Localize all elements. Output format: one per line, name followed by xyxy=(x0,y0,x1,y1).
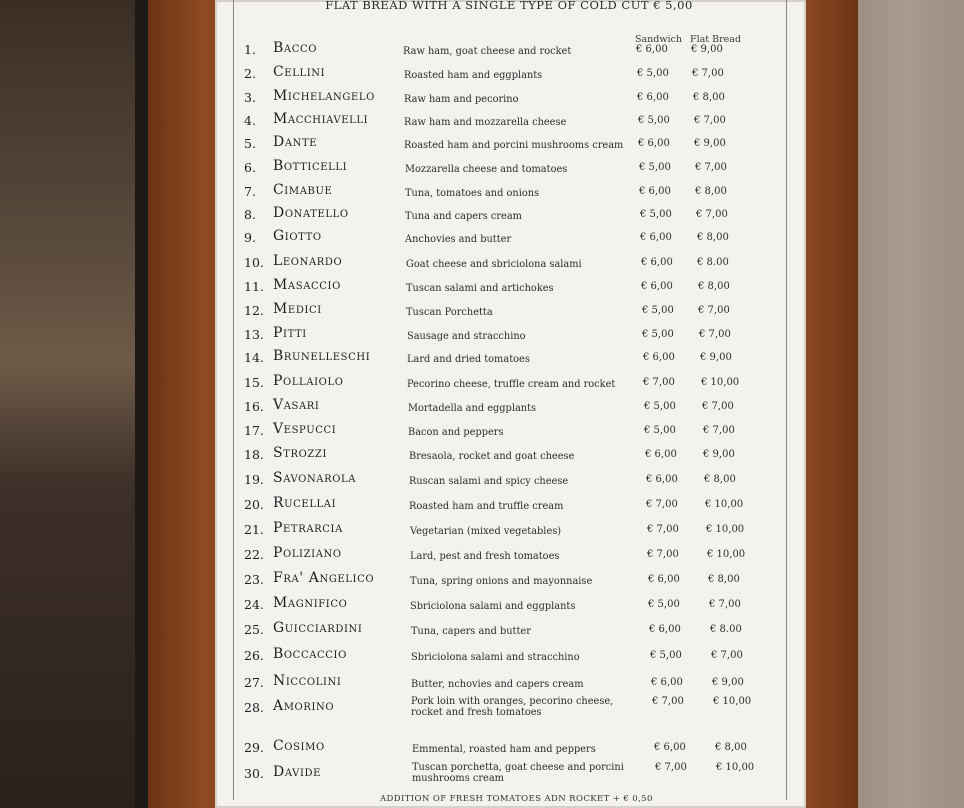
item-name: Strozzi xyxy=(273,445,328,461)
sandwich-price: € 5,00 xyxy=(639,162,671,173)
sandwich-price: € 6,00 xyxy=(641,281,673,292)
item-description: Tuscan porchetta, goat cheese and porcini mushrooms cream xyxy=(412,762,624,784)
column-header-sandwich: Sandwich xyxy=(635,34,682,45)
menu-row xyxy=(0,447,964,471)
item-name: Brunelleschi xyxy=(273,348,371,364)
sandwich-price: € 7,00 xyxy=(647,549,679,560)
item-description: Bresaola, rocket and goat cheese xyxy=(409,451,575,462)
item-name: Dante xyxy=(273,134,318,150)
item-name: Guicciardini xyxy=(273,620,363,636)
item-name: Rucellai xyxy=(273,495,337,511)
item-name: Vespucci xyxy=(273,421,337,437)
flat-bread-price: € 8,00 xyxy=(697,232,729,243)
sandwich-price: € 7,00 xyxy=(655,762,687,773)
flat-bread-price: € 7,00 xyxy=(703,425,735,436)
item-name: Cellini xyxy=(273,64,326,80)
item-name: Donatello xyxy=(273,205,349,221)
item-number: 2. xyxy=(244,66,256,81)
flat-bread-price: € 8.00 xyxy=(710,624,742,635)
sandwich-price: € 7,00 xyxy=(646,499,678,510)
item-name: Magnifico xyxy=(273,595,348,611)
item-name: Vasari xyxy=(273,397,320,413)
flat-bread-price: € 9,00 xyxy=(700,352,732,363)
flat-bread-price: € 9,00 xyxy=(703,449,735,460)
item-number: 7. xyxy=(244,184,256,199)
flat-bread-price: € 9,00 xyxy=(712,677,744,688)
item-number: 23. xyxy=(244,572,264,587)
menu-row xyxy=(0,423,964,447)
flat-bread-price: € 10,00 xyxy=(706,524,745,535)
sandwich-price: € 6,00 xyxy=(643,352,675,363)
sandwich-price: € 5,00 xyxy=(640,209,672,220)
item-name: Davide xyxy=(273,764,322,780)
item-number: 24. xyxy=(244,597,264,612)
item-number: 19. xyxy=(244,472,264,487)
menu-row xyxy=(0,279,964,303)
item-number: 25. xyxy=(244,622,264,637)
flat-bread-price: € 10,00 xyxy=(716,762,755,773)
sandwich-price: € 5,00 xyxy=(637,68,669,79)
flat-bread-price: € 8,00 xyxy=(698,281,730,292)
sandwich-price: € 5,00 xyxy=(650,650,682,661)
item-number: 9. xyxy=(244,230,256,245)
item-description: Roasted ham and porcini mushrooms cream xyxy=(404,140,624,151)
item-name: Medici xyxy=(273,301,322,317)
item-number: 5. xyxy=(244,136,256,151)
item-description: Tuna, tomatoes and onions xyxy=(405,188,540,199)
item-description: Sbriciolona salami and eggplants xyxy=(410,601,576,612)
item-name: Poliziano xyxy=(273,545,342,561)
menu-row xyxy=(0,497,964,521)
item-number: 22. xyxy=(244,547,264,562)
item-description: Raw ham, goat cheese and rocket xyxy=(403,46,572,57)
item-description: Tuna, capers and butter xyxy=(411,626,531,637)
item-number: 12. xyxy=(244,303,264,318)
menu-row xyxy=(0,42,964,66)
item-name: Boccaccio xyxy=(273,646,347,662)
item-number: 28. xyxy=(244,700,264,715)
menu-row xyxy=(0,547,964,571)
item-number: 17. xyxy=(244,423,264,438)
flat-bread-price: € 7,00 xyxy=(698,305,730,316)
menu-row xyxy=(0,113,964,137)
menu-row xyxy=(0,622,964,646)
sandwich-price: € 5,00 xyxy=(644,425,676,436)
menu-row xyxy=(0,90,964,114)
sandwich-price: € 6,00 xyxy=(639,186,671,197)
column-header-flat-bread: Flat Bread xyxy=(690,34,742,45)
item-name: Leonardo xyxy=(273,253,343,269)
item-description: Sausage and stracchino xyxy=(407,331,526,342)
item-number: 27. xyxy=(244,675,264,690)
item-description: Raw ham and pecorino xyxy=(404,94,519,105)
sandwich-price: € 6,00 xyxy=(649,624,681,635)
sandwich-price: € 5,00 xyxy=(638,115,670,126)
menu-row xyxy=(0,375,964,399)
sandwich-price: € 6,00 xyxy=(648,574,680,585)
item-number: 10. xyxy=(244,255,264,270)
sandwich-price: € 6,00 xyxy=(637,92,669,103)
flat-bread-price: € 7,00 xyxy=(695,162,727,173)
menu-row xyxy=(0,303,964,327)
menu-row xyxy=(0,696,964,724)
menu-footer-note: ADDITION OF FRESH TOMATOES ADN ROCKET + € 0,50 xyxy=(380,794,653,804)
item-number: 8. xyxy=(244,207,256,222)
menu-row xyxy=(0,184,964,208)
menu-row xyxy=(0,522,964,546)
sandwich-price: € 7,00 xyxy=(652,696,684,707)
item-name: Masaccio xyxy=(273,277,341,293)
sandwich-price: € 5,00 xyxy=(642,305,674,316)
item-description: Roasted ham and truffle cream xyxy=(409,501,564,512)
flat-bread-price: € 7,00 xyxy=(699,329,731,340)
flat-bread-price: € 7,00 xyxy=(696,209,728,220)
item-description: Bacon and peppers xyxy=(408,427,504,438)
item-name: Michelangelo xyxy=(273,88,375,104)
item-description: Lard, pest and fresh tomatoes xyxy=(410,551,560,562)
item-number: 14. xyxy=(244,350,264,365)
item-name: Amorino xyxy=(273,698,335,714)
item-number: 29. xyxy=(244,740,264,755)
flat-bread-price: € 7,00 xyxy=(692,68,724,79)
sandwich-price: € 6,00 xyxy=(651,677,683,688)
flat-bread-price: € 8,00 xyxy=(704,474,736,485)
sandwich-price: € 5,00 xyxy=(642,329,674,340)
item-description: Ruscan salami and spicy cheese xyxy=(409,476,569,487)
item-name: Macchiavelli xyxy=(273,111,369,127)
menu-subtitle: FLAT BREAD WITH A SINGLE TYPE OF COLD CUT € 5,00 xyxy=(325,0,693,12)
item-name: Cimabue xyxy=(273,182,333,198)
menu-row xyxy=(0,230,964,254)
item-number: 30. xyxy=(244,766,264,781)
item-number: 16. xyxy=(244,399,264,414)
item-description: Pecorino cheese, truffle cream and rocket xyxy=(407,379,616,390)
item-description: Emmental, roasted ham and peppers xyxy=(412,744,596,755)
flat-bread-price: € 7,00 xyxy=(702,401,734,412)
item-name: Pollaiolo xyxy=(273,373,344,389)
flat-bread-price: € 10,00 xyxy=(705,499,744,510)
flat-bread-price: € 10,00 xyxy=(713,696,752,707)
item-description: Tuscan Porchetta xyxy=(406,307,493,318)
flat-bread-price: € 10,00 xyxy=(701,377,740,388)
sandwich-price: € 6,00 xyxy=(636,44,668,55)
flat-bread-price: € 7,00 xyxy=(694,115,726,126)
menu-row xyxy=(0,762,964,790)
item-description: Vegetarian (mixed vegetables) xyxy=(410,526,562,537)
item-description: Anchovies and butter xyxy=(405,234,512,245)
item-description: Mozzarella cheese and tomatoes xyxy=(405,164,568,175)
item-description: Tuna, spring onions and mayonnaise xyxy=(410,576,593,587)
menu-row xyxy=(0,66,964,90)
item-number: 26. xyxy=(244,648,264,663)
item-name: Giotto xyxy=(273,228,322,244)
item-description: Lard and dried tomatoes xyxy=(407,354,530,365)
item-description: Sbriciolona salami and stracchino xyxy=(411,652,580,663)
item-description: Raw ham and mozzarella cheese xyxy=(404,117,567,128)
flat-bread-price: € 7,00 xyxy=(711,650,743,661)
item-name: Fra' Angelico xyxy=(273,570,375,586)
item-name: Niccolini xyxy=(273,673,342,689)
item-name: Cosimo xyxy=(273,738,325,754)
flat-bread-price: € 8,00 xyxy=(693,92,725,103)
sandwich-price: € 6,00 xyxy=(638,138,670,149)
item-number: 20. xyxy=(244,497,264,512)
menu-row xyxy=(0,350,964,374)
menu-row xyxy=(0,160,964,184)
sandwich-price: € 7,00 xyxy=(643,377,675,388)
flat-bread-price: € 8,00 xyxy=(708,574,740,585)
sandwich-price: € 7,00 xyxy=(647,524,679,535)
menu-row xyxy=(0,327,964,351)
menu-row xyxy=(0,399,964,423)
flat-bread-price: € 10,00 xyxy=(707,549,746,560)
sandwich-price: € 6,00 xyxy=(646,474,678,485)
item-description: Tuna and capers cream xyxy=(405,211,522,222)
item-name: Botticelli xyxy=(273,158,348,174)
menu-row xyxy=(0,572,964,596)
item-number: 6. xyxy=(244,160,256,175)
item-number: 21. xyxy=(244,522,264,537)
menu-row xyxy=(0,740,964,764)
sandwich-price: € 5,00 xyxy=(644,401,676,412)
item-description: Tuscan salami and artichokes xyxy=(406,283,554,294)
item-name: Bacco xyxy=(273,40,318,56)
flat-bread-price: € 8.00 xyxy=(697,257,729,268)
sandwich-price: € 6,00 xyxy=(640,232,672,243)
item-description: Roasted ham and eggplants xyxy=(404,70,543,81)
menu-row xyxy=(0,648,964,672)
item-number: 15. xyxy=(244,375,264,390)
flat-bread-price: € 8,00 xyxy=(695,186,727,197)
item-description: Pork loin with oranges, pecorino cheese, rocket and fresh tomatoes xyxy=(411,696,614,718)
flat-bread-price: € 7,00 xyxy=(709,599,741,610)
item-name: Pitti xyxy=(273,325,307,341)
item-number: 18. xyxy=(244,447,264,462)
item-description: Mortadella and eggplants xyxy=(408,403,537,414)
sandwich-price: € 5,00 xyxy=(648,599,680,610)
menu-row xyxy=(0,207,964,231)
sandwich-price: € 6,00 xyxy=(645,449,677,460)
menu-row xyxy=(0,597,964,621)
menu-row xyxy=(0,255,964,279)
menu-row xyxy=(0,472,964,496)
sandwich-price: € 6,00 xyxy=(641,257,673,268)
item-number: 1. xyxy=(244,42,256,57)
item-name: Petrarcia xyxy=(273,520,343,536)
item-number: 4. xyxy=(244,113,256,128)
item-number: 13. xyxy=(244,327,264,342)
item-description: Goat cheese and sbriciolona salami xyxy=(406,259,582,270)
item-description: Butter, nchovies and capers cream xyxy=(411,679,584,690)
item-number: 3. xyxy=(244,90,256,105)
item-name: Savonarola xyxy=(273,470,357,486)
flat-bread-price: € 9,00 xyxy=(691,44,723,55)
item-number: 11. xyxy=(244,279,264,294)
flat-bread-price: € 9,00 xyxy=(694,138,726,149)
menu-row xyxy=(0,136,964,160)
sandwich-price: € 6,00 xyxy=(654,742,686,753)
flat-bread-price: € 8,00 xyxy=(715,742,747,753)
